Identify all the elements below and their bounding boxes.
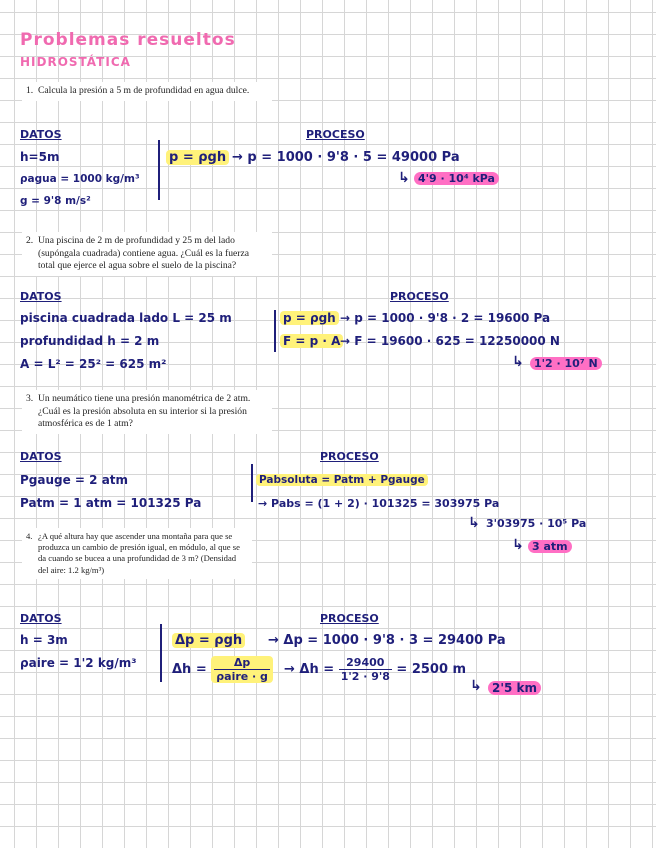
page-subtitle: HIDROSTÁTICA xyxy=(20,55,131,69)
datos-label: DATOS xyxy=(20,450,62,463)
formula: F = p · A xyxy=(280,334,343,348)
datos-label: DATOS xyxy=(20,128,62,141)
problem-number: 1. xyxy=(26,85,34,96)
fraction-numerator: Δp xyxy=(214,656,270,670)
proceso-label: PROCESO xyxy=(390,290,449,303)
result-arrow-icon: ↳ xyxy=(512,354,524,370)
divider-line xyxy=(274,310,276,352)
fraction-denominator: ρaire · g xyxy=(216,670,268,683)
formula: p = ρgh xyxy=(280,311,339,325)
problem-text: Calcula la presión a 5 m de profundidad en agua dulce. xyxy=(38,85,250,96)
divider-line xyxy=(160,624,162,682)
dato-item: h = 3m xyxy=(20,633,68,647)
calculation: → p = 1000 · 9'8 · 5 = 49000 Pa xyxy=(232,150,460,165)
divider-line xyxy=(158,140,160,200)
formula-fraction xyxy=(211,656,273,683)
result-arrow-icon: ↳ xyxy=(398,170,410,186)
calculation: → Δp = 1000 · 9'8 · 3 = 29400 Pa xyxy=(268,633,506,648)
divider-line xyxy=(251,464,253,502)
datos-label: DATOS xyxy=(20,290,62,303)
problem-text: Un neumático tiene una presión manométrica de 2 atm. ¿Cuál es la presión absoluta en su interior si la presión atmosférica es de 1 atm? xyxy=(38,393,251,429)
result-arrow-icon: ↳ xyxy=(468,515,480,531)
result-arrow-icon: ↳ xyxy=(470,678,482,694)
calc-fraction xyxy=(339,656,392,683)
dato-item: ρaire = 1'2 kg/m³ xyxy=(20,656,137,670)
result: 1'2 · 10⁷ N xyxy=(530,357,602,370)
problem-1-statement xyxy=(22,82,272,101)
proceso-label: PROCESO xyxy=(306,128,365,141)
dato-item: piscina cuadrada lado L = 25 m xyxy=(20,311,232,325)
dato-item: ρagua = 1000 kg/m³ xyxy=(20,173,140,185)
formula-lhs: Δh = xyxy=(172,662,207,677)
result-arrow-icon: ↳ xyxy=(512,537,524,553)
result: 3 atm xyxy=(528,540,572,553)
problem-number: 2. xyxy=(26,235,34,246)
calculation: 3'03975 · 10⁵ Pa xyxy=(486,517,587,530)
dato-item: profundidad h = 2 m xyxy=(20,334,160,348)
formula: Pabsoluta = Patm + Pgauge xyxy=(256,474,428,486)
dato-item: Patm = 1 atm = 101325 Pa xyxy=(20,496,202,510)
formula: p = ρgh xyxy=(166,150,229,165)
formula: Δp = ρgh xyxy=(172,633,245,648)
problem-4-statement xyxy=(22,528,252,579)
calculation: → F = 19600 · 625 = 12250000 N xyxy=(340,334,560,348)
problem-2-statement xyxy=(22,232,272,276)
problem-text: Una piscina de 2 m de profundidad y 25 m del lado (supóngala cuadrada) contiene agua. ¿Cuál es la fuerza total que ejerce el agua sobre el suelo de la piscina? xyxy=(38,235,249,271)
fraction-numerator: 29400 xyxy=(339,656,392,670)
page-title: Problemas resueltos xyxy=(20,30,236,50)
result: 4'9 · 10⁴ kPa xyxy=(414,172,499,185)
dato-item: A = L² = 25² = 625 m² xyxy=(20,357,167,371)
proceso-label: PROCESO xyxy=(320,612,379,625)
problem-number: 4. xyxy=(26,531,33,541)
proceso-label: PROCESO xyxy=(320,450,379,463)
calculation: → p = 1000 · 9'8 · 2 = 19600 Pa xyxy=(340,311,551,325)
dato-item: g = 9'8 m/s² xyxy=(20,195,91,207)
problem-3-statement xyxy=(22,390,272,434)
calc-lhs: → Δh = xyxy=(284,662,335,677)
problem-text: ¿A qué altura hay que ascender una montaña para que se produzca un cambio de presión igual, en módulo, al que se da cuando se bucea a una profundidad de 3 m? (Densidad del aire: 1.2 kg/m³) xyxy=(38,531,240,575)
dato-item: h=5m xyxy=(20,150,60,164)
problem-number: 3. xyxy=(26,393,34,404)
dato-item: Pgauge = 2 atm xyxy=(20,473,129,487)
datos-label: DATOS xyxy=(20,612,62,625)
fraction-denominator: 1'2 · 9'8 xyxy=(340,670,390,683)
result: 2'5 km xyxy=(488,681,541,695)
calculation: → Pabs = (1 + 2) · 101325 = 303975 Pa xyxy=(258,497,500,510)
calc-rhs: = 2500 m xyxy=(396,662,467,677)
